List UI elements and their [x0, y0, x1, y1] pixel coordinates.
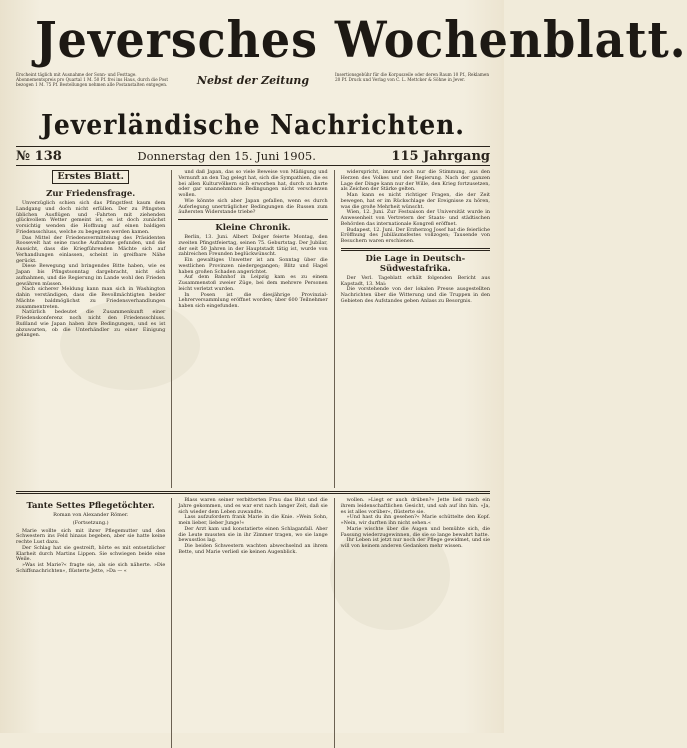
- novel-continuation: (Fortsetzung.): [72, 519, 109, 526]
- divider: [341, 248, 490, 251]
- column-2: [178, 170, 327, 488]
- feuilleton-rule: [16, 491, 490, 494]
- article-heading: Zur Friedensfrage.: [46, 189, 136, 199]
- article-paragraph: Der Verl. Tageblatt erhält folgenden Bericht aus Kapstadt, 13. Mai:: [340, 274, 490, 287]
- issue-bar: [16, 146, 490, 166]
- novel-paragraph: Die beiden Schwestern wachten abwechselnd an ihrem Bette, und Marie verließ sie keinen Augenblick.: [178, 543, 328, 555]
- article-paragraph: Nach sicherer Meldung kann man sich in Washington dahin verständigen, dass die Bevollmächtigten beider Mächte baldmöglichst zu Friedensverhandlungen zusammentreten.: [16, 286, 166, 310]
- feuilleton-column-1: [16, 498, 165, 748]
- column-rule: [334, 498, 335, 748]
- novel-paragraph: Der Arzt kam und konstatierte einen Schlaganfall. Aber die Leute mussten sie in ihr Zimmer tragen, wo sie lange bewusstlos lag.: [178, 525, 328, 544]
- chronik-heading: Kleine Chronik.: [215, 223, 291, 233]
- masthead-left-note: Erscheint täglich mit Ausnahme der Sonn- und Festtage. Abonnementspreis pro Quartal 1 M. 50 Pf. frei ins Haus, durch die Post bezogen 1 M. 75 Pf. Bestellungen nehmen alle Postanstalten entgegen.: [16, 72, 169, 88]
- article-paragraph: Man kann es nicht richtiger Fragen, die der Zeit bewegen, hat er im Rückschlage der Ereignisse zu hören, was die große Mehrheit wünscht.: [340, 192, 490, 210]
- novel-paragraph: Ihr Leben ist jetzt nur noch der Pflege gewidmet, und sie will von keinem anderen Gedanken mehr wissen.: [340, 537, 490, 549]
- novel-paragraph: Lass aufzufordern frank Marie in die Knie. »Wein Sohn, mein lieber, lieber Junge!«: [178, 514, 328, 526]
- novel-paragraph: »Was ist Marie?« fragte sie, als sie sich näherte. »Die Schiffsnachrichten«, flüsterte Jette, »Da — «: [16, 562, 166, 574]
- novel-paragraph: Der Schlag hat sie gestreift, hörte es mit entsetzlicher Klarheit durch Martins Lippen. Sie schwiegen beide eine Weile.: [16, 544, 166, 563]
- article-paragraph: Das Mittel der Friedensvermittelung des Präsidenten Roosevelt hat seine rasche Aufnahme gefunden, und die Aussicht, dass die Kriegführenden Mächte sich auf Verhandlungen einlassen, scheint in greifbare Nähe gerückt.: [16, 234, 166, 264]
- article-paragraph: Die vorstehende von der lokalen Presse ausgestellten Nachrichten über die Witterung und die Truppen in den Gebieten des Aufstandes geben Anlass zu Besorgnis.: [340, 286, 490, 304]
- article-paragraph: Wie könnte sich aber Japan gefallen, wenn es durch Auferlegung unerträglicher Bedingungen die Russen zum äußersten Widerstande triebe?: [178, 197, 328, 216]
- masthead-center: Nebst der Zeitung: [196, 74, 310, 87]
- masthead-title: Jeversches Wochenblatt.: [34, 10, 687, 69]
- novel-byline: Roman von Alexander Römer.: [53, 512, 129, 518]
- article-heading: Die Lage in Deutsch-Südwestafrika.: [365, 253, 466, 274]
- article-paragraph: Budapest, 12. Juni. Der Erzherzog Josef hat die feierliche Eröffnung des Jubiläumsfestes vollzogen; Tausende von Besuchern waren erschienen.: [340, 226, 490, 244]
- feuilleton-column-2: [178, 498, 327, 748]
- issue-year: 115 Jahrgang: [391, 148, 490, 164]
- paper-stain: [60, 300, 200, 390]
- masthead-right-note: Insertionsgebühr für die Korpuszeile oder deren Raum 10 Pf., Reklamen 20 Pf. Druck und Verlag von C. L. Mettcker & Söhne in Jever.: [335, 72, 490, 83]
- article-paragraph: Berlin, 13. Juni. Albert Dolger feierte Montag, den zweiten Pfingstfeiertag, seinen 75. Geburtstag. Der Jubilar, der seit 50 Jahren in der Hauptstadt tätig ist, wurde von zahlreichen Freunden beglückwünscht.: [178, 234, 328, 258]
- article-paragraph: Diese Bewegung und bringendes Bitte haben, wie es Japan bis Pfingstsonntag dargebracht, nicht sich aufnahmen, und die Regierung im Lande wohl den Frieden gewähren müssen.: [16, 263, 166, 287]
- article-paragraph: Auf dem Bahnhof in Leipzig kam es zu einem Zusammenstoß zweier Züge, bei dem mehrere Personen leicht verletzt wurden.: [178, 274, 328, 292]
- article-paragraph: Ein gewaltiges Unwetter ist am Sonntag über die westlichen Provinzen niedergegangen; Blitz und Hagel haben großen Schaden angerichtet.: [178, 257, 328, 275]
- article-paragraph: und daß Japan, das so viele Beweise von Mäßigung und Vernunft an den Tag gelegt hat, sich die Sympathien, die es bei allen Kulturvölkern sich erworben hat, durch zu harte oder gar unannehmbare Bedingungen nicht verscherzen wollen.: [178, 169, 328, 198]
- article-paragraph: Natürlich bedeutet die Zusammenkunft einer Friedenskonferenz noch nicht den Friedensschluss. Rußland wie Japan haben ihre Bedingungen, und es ist abzuwarten, ob die Unterhändler zu einer Einigung gelangen.: [16, 309, 166, 339]
- novel-paragraph: Blass waren seiner verbitterten Frau das Blut und die Jahre gekommen, und es war erst nach langer Zeit, daß sie sich wieder dem Leben zuwandte.: [178, 497, 328, 515]
- divider: [178, 219, 327, 220]
- novel-paragraph: Marie wischte über die Augen und bemühte sich, die Fassung wiederzugewinnen, die sie so lange bewahrt hatte.: [340, 525, 490, 538]
- column-3: [341, 170, 490, 488]
- column-rule: [334, 170, 335, 488]
- article-paragraph: widerspricht, immer noch nur die Stimmung, aus den Herzen des Volkes und der Regierung. Nach der ganzen Lage der Dinge kann nur der Wille, den Krieg fortzusetzen, als Zeichen der Stärke gelten.: [340, 169, 490, 193]
- issue-number: № 138: [16, 148, 62, 164]
- novel-paragraph: Marie wollte sich mit ihrer Pflegemutter und den Schwestern ins Feld hinaus begeben, aber sie hatte keine rechte Lust dazu.: [16, 527, 166, 545]
- paper-stain: [330, 520, 450, 630]
- issue-date: Donnerstag den 15. Juni 1905.: [137, 149, 316, 163]
- article-paragraph: In Posen ist die diesjährige Provinzial-Lehrerversammlung eröffnet worden; über 600 Teilnehmer haben sich eingefunden.: [178, 291, 328, 309]
- masthead-subtitle: Jeverländische Nachrichten.: [41, 110, 465, 141]
- section-label: Erstes Blatt.: [52, 170, 129, 184]
- novel-paragraph: »Und hast du ihn gesehen?« Marie schüttelte den Kopf. »Nein, wir durften ihn nicht sehen.«: [340, 514, 490, 526]
- masthead-subrow: [16, 72, 490, 110]
- novel-title: Tante Settes Pflegetöchter.: [26, 501, 155, 511]
- article-paragraph: Unverzüglich schien sich das Pfingstfest kaum dem Landgang und doch nicht erfüllen. Der zu Pfingsten üblichen Ausflügen und -Fahrten mit ziehenden glückvollem Wetter gemeint ist, es ist doch zunächst vorsichtig wenden die Hoffnung auf einen baldigen Friedensschluss, welche zu begegnen werden kamen.: [16, 200, 166, 235]
- novel-paragraph: wollen. »Liegt er auch drüben?« Jette ließ rasch ein ihrem leidenschaftlichen Gesicht, und sah auf ihn hin. »Ja, es ist alles vorüber«, flüsterte sie.: [340, 497, 490, 515]
- article-paragraph: Wien, 12. Juni. Zur Festsaison der Universität wurde in Anwesenheit von Vertretern der Staats- und städtischen Behörden das internationale Kongreß eröffnet.: [340, 209, 490, 227]
- column-rule: [171, 498, 172, 748]
